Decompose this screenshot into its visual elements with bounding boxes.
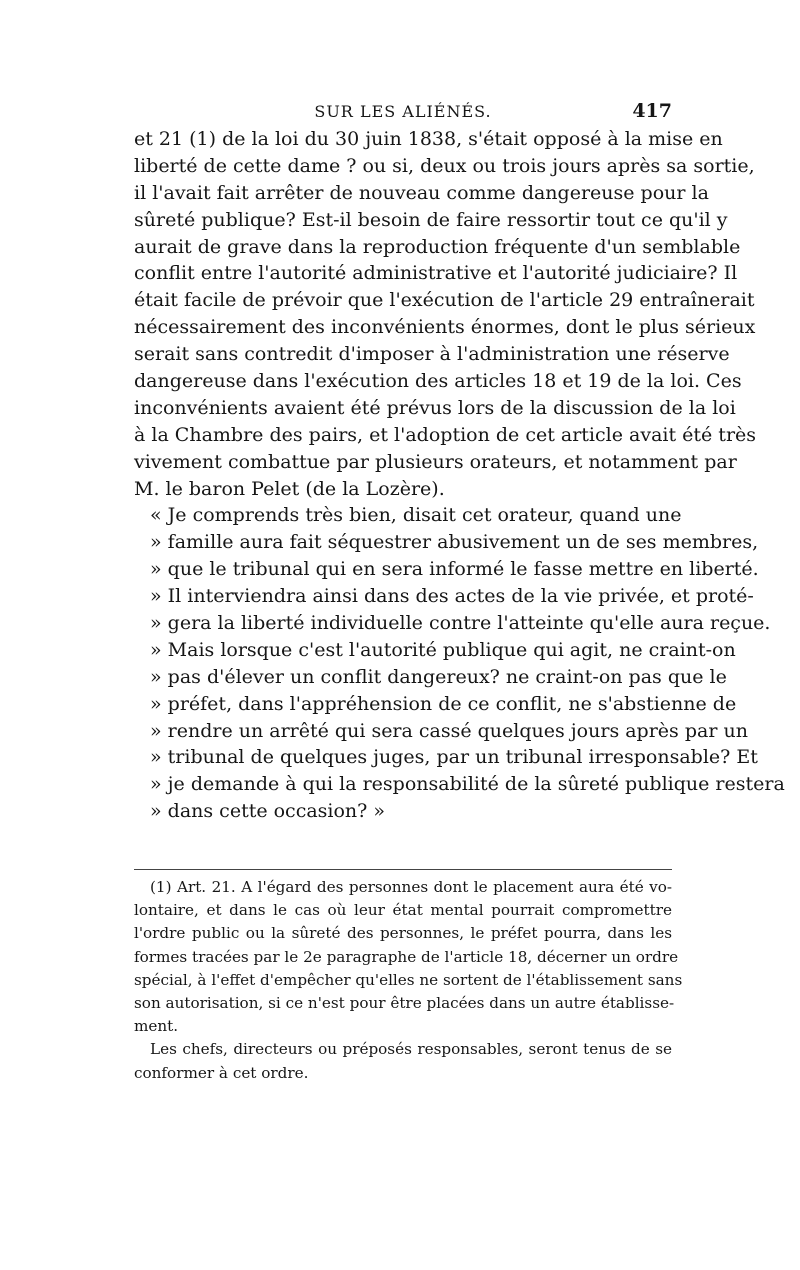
text-line: liberté de cette dame ? ou si, deux ou trois jours après sa sortie, <box>134 154 755 177</box>
text-line: à la Chambre des pairs, et l'adoption de cet article avait été très <box>134 423 757 446</box>
quote-line: « Je comprends très bien, disait cet orateur, quand une <box>150 504 682 527</box>
quote-line: » gera la liberté individuelle contre l'atteinte qu'elle aura reçue. <box>150 612 771 635</box>
text-line: conflit entre l'autorité administrative et l'autorité judiciaire? Il <box>134 262 738 285</box>
text-line: M. le baron Pelet (de la Lozère). <box>134 477 445 500</box>
quote-line: » pas d'élever un conflit dangereux? ne craint-on pas que le <box>150 665 727 688</box>
text-line: inconvénients avaient été prévus lors de la discussion de la loi <box>134 396 736 419</box>
body-text <box>134 126 785 825</box>
quote-line: » que le tribunal qui en sera informé le fasse mettre en liberté. <box>150 558 759 581</box>
footnote-line: spécial, à l'effet d'empêcher qu'elles ne sortent de l'établissement sans <box>134 970 683 989</box>
footnote-line: ment. <box>134 1017 179 1036</box>
footnote-line: lontaire, et dans le cas où leur état mental pourrait compromettre <box>134 901 672 920</box>
quote-line: » dans cette occasion? » <box>150 800 386 823</box>
footnote-rule <box>134 869 672 870</box>
quote-line: » famille aura fait séquestrer abusivement un de ses membres, <box>150 531 759 554</box>
text-line: vivement combattue par plusieurs orateurs, et notamment par <box>134 450 737 473</box>
footnote-line: Les chefs, directeurs ou préposés responsables, seront tenus de se <box>150 1040 672 1059</box>
text-line: serait sans contredit d'imposer à l'administration une réserve <box>134 343 730 366</box>
text-line: aurait de grave dans la reproduction fréquente d'un semblable <box>134 235 741 258</box>
text-line: était facile de prévoir que l'exécution de l'article 29 entraînerait <box>134 289 755 312</box>
footnote-line: (1) Art. 21. A l'égard des personnes dont le placement aura été vo- <box>150 878 672 896</box>
text-line: nécessairement des inconvénients énormes, dont le plus sérieux <box>134 316 756 339</box>
footnote-line: l'ordre public ou la sûreté des personnes, le préfet pourra, dans les <box>134 924 672 943</box>
quote-line: » préfet, dans l'appréhension de ce conflit, ne s'abstienne de <box>150 692 737 715</box>
page-number: 417 <box>632 100 672 122</box>
text-line: et 21 (1) de la loi du 30 juin 1838, s'était opposé à la mise en <box>134 128 723 150</box>
quote-line: » Il interviendra ainsi dans des actes de la vie privée, et proté- <box>150 585 754 608</box>
text-line: dangereuse dans l'exécution des articles 18 et 19 de la loi. Ces <box>134 370 742 393</box>
quote-line: » rendre un arrêté qui sera cassé quelques jours après par un <box>150 719 748 742</box>
quote-line: » tribunal de quelques juges, par un tribunal irresponsable? Et <box>150 746 758 769</box>
footnotes <box>134 876 683 1085</box>
footnote-line: son autorisation, si ce n'est pour être placées dans un autre établisse- <box>134 993 675 1012</box>
footnote-line: conformer à cet ordre. <box>134 1063 309 1082</box>
running-head <box>134 100 672 126</box>
text-line: sûreté publique? Est-il besoin de faire ressortir tout ce qu'il y <box>134 208 728 231</box>
running-title: SUR LES ALIÉNÉS. <box>314 102 492 121</box>
footnote-line: formes tracées par le 2e paragraphe de l'article 18, décerner un ordre <box>134 947 679 966</box>
text-line: il l'avait fait arrêter de nouveau comme dangereuse pour la <box>134 181 709 204</box>
quote-line: » Mais lorsque c'est l'autorité publique qui agit, ne craint-on <box>150 638 736 661</box>
quote-line: » je demande à qui la responsabilité de la sûreté publique restera <box>150 773 785 796</box>
